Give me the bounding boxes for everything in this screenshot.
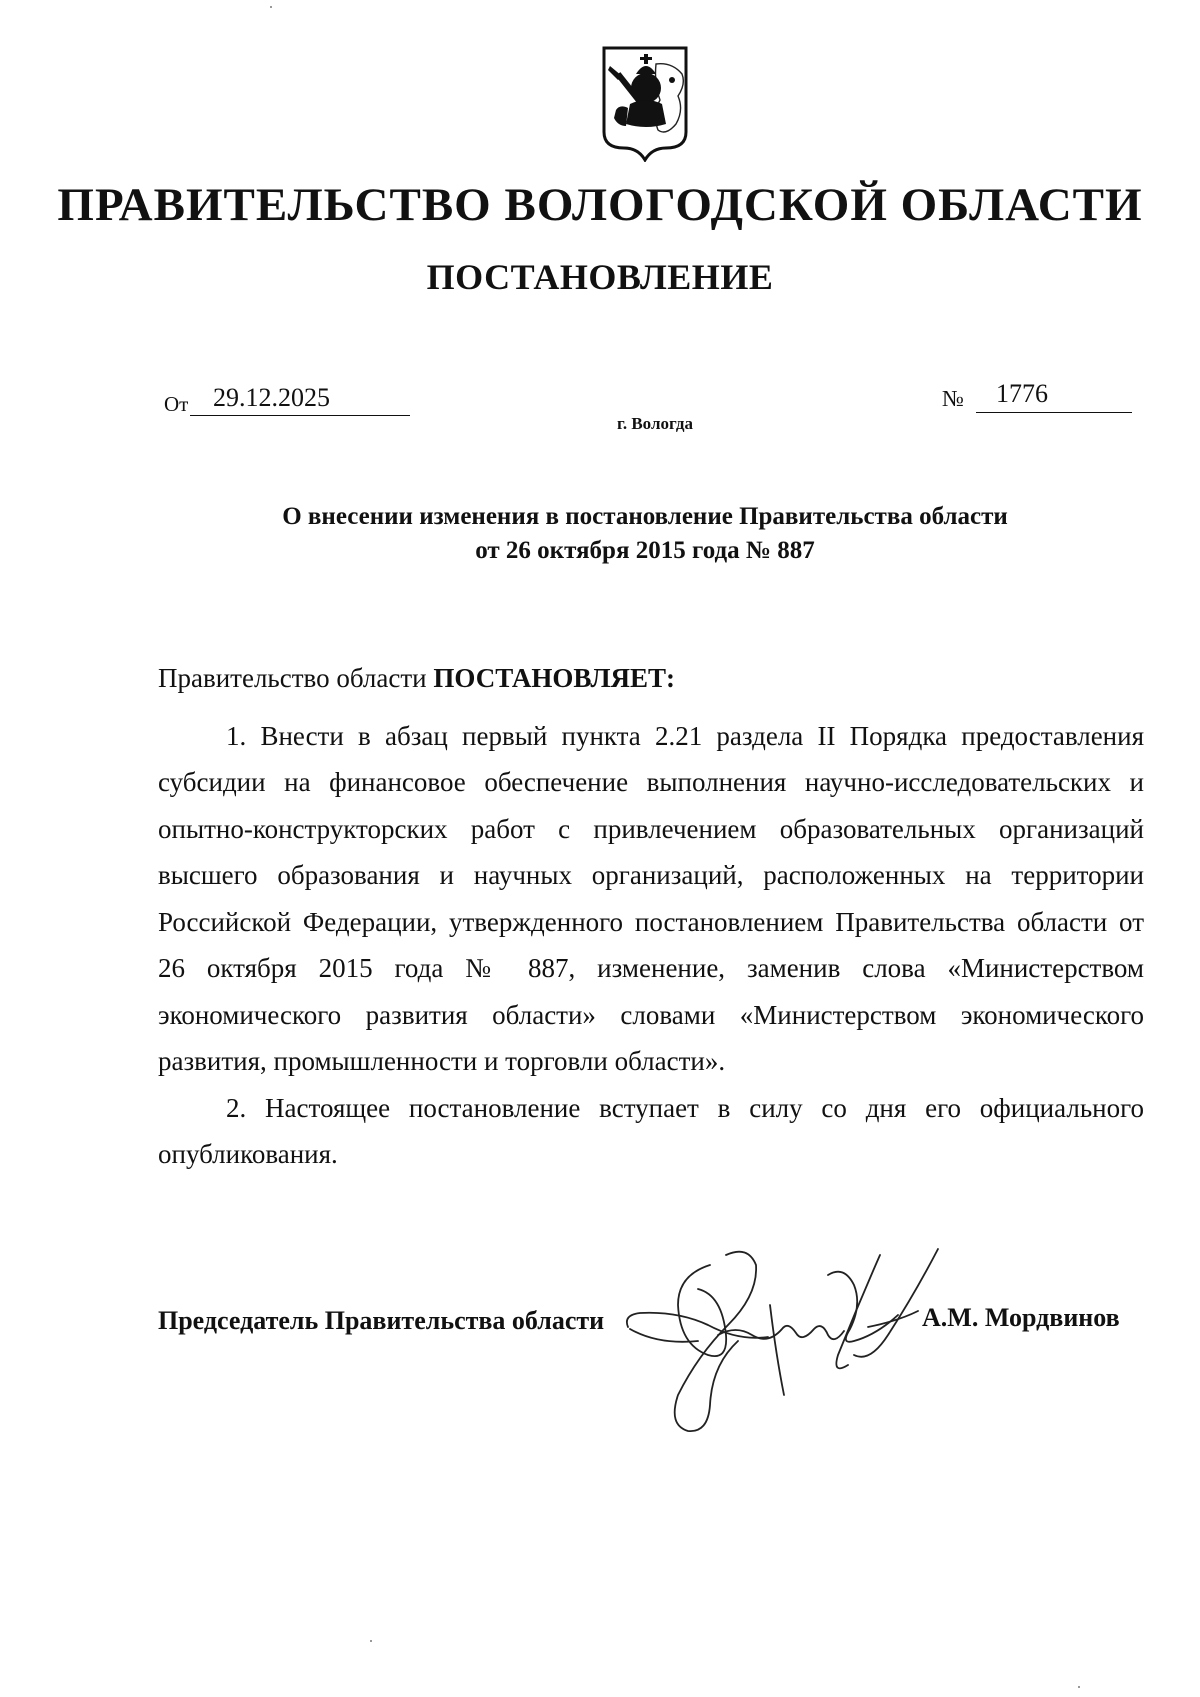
preamble-text: Правительство области — [158, 663, 434, 693]
number-label: № — [942, 386, 964, 411]
signature-icon — [618, 1245, 948, 1440]
clause-2: 2. Настоящее постановление вступает в силу со дня его официального опубликования. — [158, 1092, 1144, 1169]
signatory-position: Председатель Правительства области — [158, 1306, 605, 1335]
city: г. Вологда — [617, 414, 693, 433]
document-body — [158, 655, 1144, 1178]
clause-1: 1. Внести в абзац первый пункта 2.21 раздела II Порядка предоставления субсидии на финансовое обеспечение выполнения научно-исследовательских и опытно-конструкторских работ с привлечением образовательных организаций высшего образования и научных организаций, расположенных на территории Российской Федерации, утвержденного постановлением Правительства области от 26 октября 2015 года № 887, изменение, заменив слова «Министерством экономического развития области» словами «Министерством экономического развития, промышленности и торговли области». — [158, 720, 1144, 1076]
signatory-name: А.М. Мордвинов — [922, 1303, 1120, 1332]
coat-of-arms-icon — [600, 44, 690, 162]
scan-speck — [1078, 1686, 1080, 1688]
document-date: 29.12.2025 — [190, 383, 410, 416]
scan-speck — [370, 1640, 372, 1642]
preamble — [158, 655, 1144, 702]
scan-speck — [270, 6, 272, 8]
government-title: ПРАВИТЕЛЬСТВО ВОЛОГОДСКОЙ ОБЛАСТИ — [57, 179, 1143, 231]
subject-line-2: от 26 октября 2015 года № 887 — [475, 537, 815, 564]
document-type: ПОСТАНОВЛЕНИЕ — [426, 257, 774, 297]
preamble-keyword: ПОСТАНОВЛЯЕТ: — [433, 663, 675, 693]
date-label: От — [164, 392, 189, 416]
document-subject — [200, 500, 1090, 568]
document-number: 1776 — [976, 380, 1132, 413]
subject-line-1: О внесении изменения в постановление Правительства области — [282, 503, 1008, 530]
